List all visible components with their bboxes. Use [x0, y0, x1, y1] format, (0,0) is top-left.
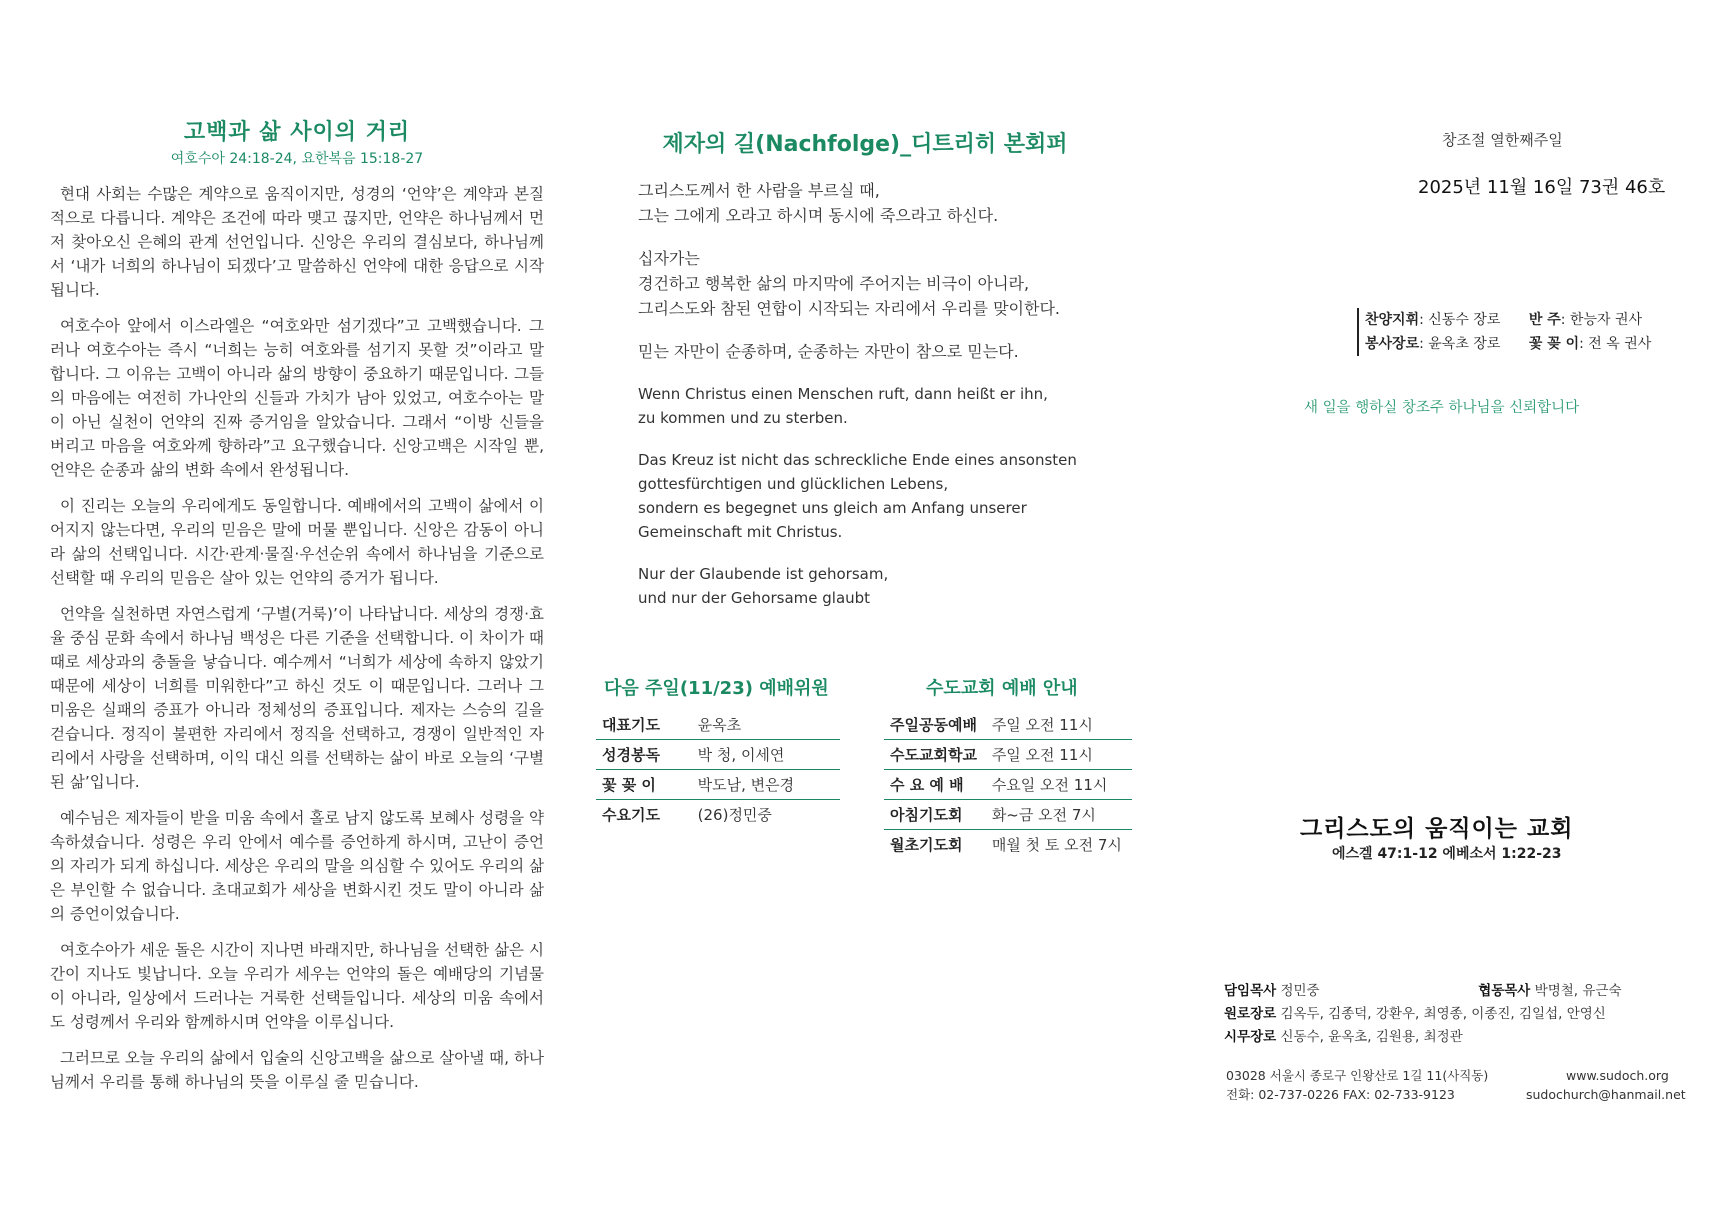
staff-row: [1224, 1026, 1622, 1049]
quote-stanza-german: [638, 448, 1138, 544]
staff-label: 담임목사: [1224, 983, 1277, 999]
quote-line: 그리스도와 참된 연합이 시작되는 자리에서 우리를 맞이한다.: [638, 299, 1061, 318]
roster-value: : 신동수 장로: [1419, 312, 1501, 328]
name-cell: (26)정민중: [697, 806, 772, 824]
church-scripture: 에스겔 47:1-12 에베소서 1:22-23: [1332, 846, 1562, 862]
essay-paragraph: 언약을 실천하면 자연스럽게 ‘구별(거룩)’이 나타납니다. 세상의 경쟁·효율 중심 문화 속에서 하나님 백성은 다른 기준을 선택합니다. 이 차이가 때때로 세상과의 충돌을 낳습니다. 예수께서 “너희가 세상에 속하지 않았기 때문에 세상이 너희를 미워한다”고 하신 것도 이 때문입니다. 그러나 그 미움은 실패의 증표가 아니라 정체성의 증표입니다. 제자는 스승의 길을 걷습니다. 정직이 불편한 자리에서 정직을 선택하고, 경쟁이 일반적인 자리에서 사랑을 선택하며, 이익 대신 의를 선택하는 삶이 바로 오늘의 ‘구별된 삶’입니다.: [50, 605, 544, 791]
table-row: [596, 740, 840, 770]
quote-stanza: [638, 246, 1138, 321]
table-row: [884, 710, 1132, 740]
service-cell: 수도교회학교: [884, 740, 986, 770]
roster-value: : 한능자 권사: [1560, 312, 1642, 328]
roster-key: 찬양지휘: [1365, 312, 1420, 328]
essay-paragraph: 예수님은 제자들이 받을 미움 속에서 홀로 남지 않도록 보혜사 성령을 약속하셨습니다. 성령은 우리 안에서 예수를 증언하게 하시며, 고난이 증언의 자리가 되게 하십니다. 세상은 우리의 말을 의심할 수 있어도 우리의 삶은 부인할 수 없습니다. 초대교회가 세상을 변화시킨 것도 말이 아니라 삶의 증언이었습니다.: [50, 809, 544, 923]
table-row: [596, 800, 840, 830]
staff-label: 시무장로: [1224, 1029, 1277, 1045]
service-cell: 수 요 예 배: [884, 770, 986, 800]
service-roster: [1357, 308, 1651, 356]
roster-value: : 전 옥 권사: [1579, 336, 1652, 352]
essay-scripture: 여호수아 24:18-24, 요한복음 15:18-27: [170, 151, 424, 167]
name-cell: 박도남, 변은경: [692, 770, 840, 800]
quote-line: Das Kreuz ist nicht das schreckliche Ende eines ansonsten: [638, 451, 1077, 469]
roster-key: 반 주: [1528, 312, 1561, 328]
next-week-title: 다음 주일(11/23) 예배위원: [604, 678, 829, 699]
roster-key: 봉사장로: [1365, 336, 1420, 352]
quote-line: 경건하고 행복한 삶의 마지막에 주어지는 비극이 아니라,: [638, 274, 1030, 293]
email-link[interactable]: sudochurch@hanmail.net: [1526, 1087, 1686, 1102]
table-row: [884, 830, 1132, 860]
time-cell: 주일 오전 11시: [986, 710, 1132, 740]
essay-paragraph: 현대 사회는 수많은 계약으로 움직이지만, 성경의 ‘언약’은 계약과 본질적으로 다릅니다. 계약은 조건에 따라 맺고 끊지만, 언약은 하나님께서 먼저 찾아오신 은혜의 관계 선언입니다. 신앙은 우리의 결심보다, 하나님께서 ‘내가 너희의 하나님이 되겠다’고 말씀하신 언약에 대한 응답으로 시작됩니다.: [50, 185, 544, 299]
quote-line: sondern es begegnet uns gleich am Anfang unserer: [638, 499, 1027, 517]
table-row: [596, 770, 840, 800]
essay-title: 고백과 삶 사이의 거리: [183, 120, 411, 145]
motto: 새 일을 행하실 창조주 하나님을 신뢰합니다: [1304, 400, 1580, 416]
quote-line: gottesfürchtigen und glücklichen Lebens,: [638, 475, 949, 493]
worship-guide-title: 수도교회 예배 안내: [926, 678, 1078, 699]
essay-paragraph: 이 진리는 오늘의 우리에게도 동일합니다. 예배에서의 고백이 삶에서 이어지지 않는다면, 우리의 믿음은 말에 머물 뿐입니다. 신앙은 감동이 아니라 삶의 선택입니다. 시간·관계·물질·우선순위 속에서 하나님을 기준으로 선택할 때 우리의 믿음은 살아 있는 언약의 증거가 됩니다.: [50, 497, 544, 587]
staff-names: 박명철, 유근숙: [1534, 983, 1622, 999]
essay-paragraph: 그러므로 오늘 우리의 삶에서 입술의 신앙고백을 삶으로 살아낼 때, 하나님께서 우리를 통해 하나님의 뜻을 이루실 줄 믿습니다.: [50, 1049, 544, 1091]
time-cell: 매월 첫 토 오전 7시: [991, 836, 1122, 854]
service-cell: 월초기도회: [890, 836, 963, 854]
table-row: [884, 800, 1132, 830]
name-cell: 윤옥초: [692, 710, 840, 740]
quote-line: 그리스도께서 한 사람을 부르실 때,: [638, 181, 880, 200]
role-cell: 수요기도: [602, 806, 660, 824]
service-cell: 주일공동예배: [884, 710, 986, 740]
table-row: [884, 770, 1132, 800]
website-link[interactable]: www.sudoch.org: [1566, 1068, 1669, 1083]
staff-names: 신동수, 윤옥초, 김원용, 최정관: [1280, 1029, 1463, 1045]
phone-fax: 전화: 02-737-0226 FAX: 02-733-9123: [1226, 1087, 1455, 1102]
name-cell: 박 청, 이세연: [692, 740, 840, 770]
church-name: 그리스도의 움직이는 교회: [1300, 816, 1574, 842]
quote-line: 그는 그에게 오라고 하시며 동시에 죽으라고 하신다.: [638, 206, 999, 225]
roster-row: [1365, 332, 1651, 356]
essay-paragraph: 여호수아가 세운 돌은 시간이 지나면 바래지만, 하나님을 선택한 삶은 시간이 지나도 빛납니다. 오늘 우리가 세우는 언약의 돌은 예배당의 기념물이 아니라, 일상에서 드러나는 거룩한 선택들입니다. 세상의 미움 속에서도 성령께서 우리와 함께하시며 언약을 이루십니다.: [50, 941, 544, 1031]
time-cell: 주일 오전 11시: [986, 740, 1132, 770]
quote-title: 제자의 길(Nachfolge)_디트리히 본회퍼: [662, 132, 1068, 157]
time-cell: 수요일 오전 11시: [986, 770, 1132, 800]
time-cell: 화~금 오전 7시: [986, 800, 1132, 830]
service-cell: 아침기도회: [884, 800, 986, 830]
role-cell: 꽃 꽂 이: [596, 770, 692, 800]
staff-label: 협동목사: [1478, 983, 1531, 999]
staff-row: [1224, 980, 1622, 1003]
quote-stanza-german: [638, 562, 1138, 610]
essay-column: [50, 115, 544, 1106]
staff-label: 원로장로: [1224, 1006, 1277, 1022]
quote-stanza: [638, 178, 1138, 228]
essay-paragraph: 여호수아 앞에서 이스라엘은 “여호와만 섬기겠다”고 고백했습니다. 그러나 여호수아는 즉시 “너희는 능히 여호와를 섬기지 못할 것”이라고 말합니다. 그 이유는 고백이 아니라 삶의 방향이 중요하기 때문입니다. 그들의 마음에는 여전히 가나안의 신들과 가치가 남아 있었고, 여호수아는 말이 아닌 실천이 언약의 진짜 증거임을 알았습니다. 그래서 “이방 신들을 버리고 마음을 여호와께 향하라”고 요구했습니다. 신앙고백은 시작일 뿐, 언약은 순종과 삶의 변화 속에서 완성됩니다.: [50, 317, 544, 479]
staff-row: [1224, 1003, 1622, 1026]
address: 03028 서울시 종로구 인왕산로 1길 11(사직동): [1226, 1068, 1489, 1083]
staff-names: 정민중: [1280, 983, 1320, 999]
table-row: [596, 710, 840, 740]
quote-body: [638, 178, 1138, 628]
quote-line: 믿는 자만이 순종하며, 순종하는 자만이 참으로 믿는다.: [638, 342, 1019, 361]
staff-list: [1224, 980, 1622, 1049]
quote-line: und nur der Gehorsame glaubt: [638, 589, 871, 607]
roster-row: [1365, 308, 1651, 332]
roster-value: : 윤옥초 장로: [1419, 336, 1501, 352]
role-cell: 성경봉독: [596, 740, 692, 770]
quote-line: 십자가는: [638, 249, 700, 268]
next-week-table: [596, 710, 840, 829]
season-label: 창조절 열한째주일: [1442, 131, 1563, 149]
quote-line: zu kommen und zu sterben.: [638, 409, 848, 427]
date-issue: 2025년 11월 16일 73권 46호: [1418, 177, 1666, 198]
quote-line: Gemeinschaft mit Christus.: [638, 523, 843, 541]
staff-names: 김옥두, 김종덕, 강환우, 최영종, 이종진, 김일섭, 안영신: [1280, 1006, 1606, 1022]
quote-stanza-german: [638, 382, 1138, 430]
roster-key: 꽃 꽂 이: [1528, 336, 1580, 352]
quote-line: Wenn Christus einen Menschen ruft, dann heißt er ihn,: [638, 385, 1048, 403]
worship-guide-table: [884, 710, 1132, 859]
quote-line: Nur der Glaubende ist gehorsam,: [638, 565, 889, 583]
role-cell: 대표기도: [596, 710, 692, 740]
table-row: [884, 740, 1132, 770]
quote-stanza: [638, 339, 1138, 364]
